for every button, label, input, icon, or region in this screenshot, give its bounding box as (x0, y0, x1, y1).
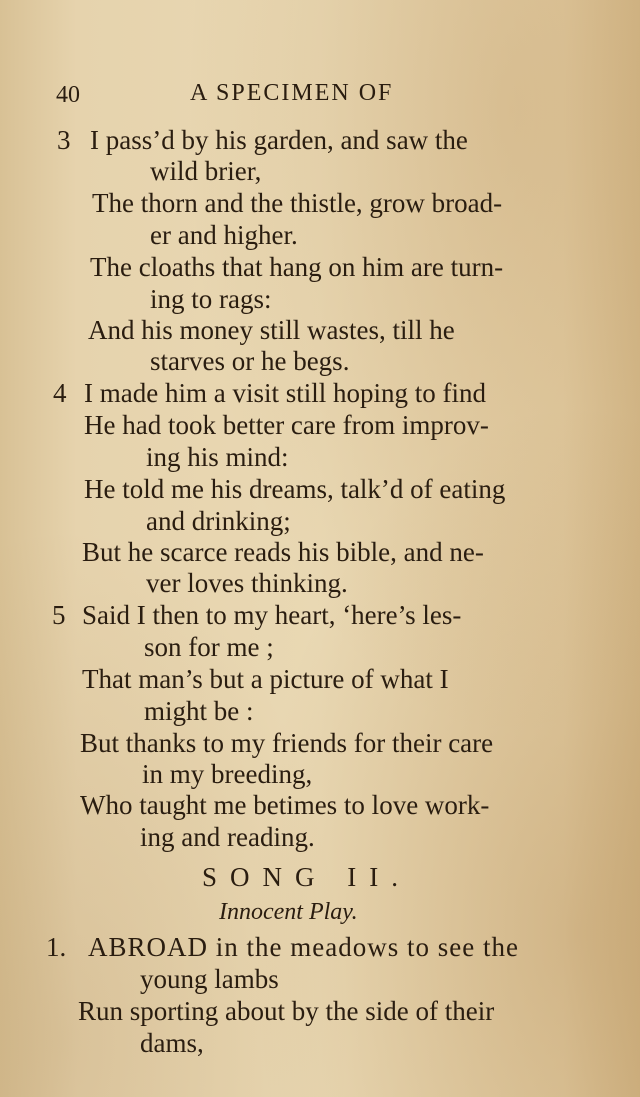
verse-line: And his money still wastes, till he (88, 315, 455, 345)
verse-line: er and higher. (150, 220, 298, 250)
verse-line: But thanks to my friends for their care (80, 728, 494, 758)
verse-line: ver loves thinking. (146, 568, 348, 598)
verse-line: Who taught me betimes to love work- (80, 790, 490, 820)
stanza-number: 5 (52, 600, 66, 630)
verse-line: He had took better care from improv- (84, 410, 489, 440)
verse-line: might be : (144, 696, 254, 726)
verse-line: and drinking; (146, 506, 291, 536)
verse-line: ing and reading. (140, 822, 315, 852)
verse-line: dams, (140, 1028, 204, 1058)
verse-line: Said I then to my heart, ‘here’s les- (82, 600, 462, 630)
song-subtitle: Innocent Play. (219, 899, 358, 925)
verse-line: ABROAD in the meadows to see the (88, 932, 519, 962)
verse-line: I made him a visit still hoping to find (84, 378, 486, 408)
verse-line: The cloaths that hang on him are turn- (90, 252, 504, 282)
verse-line: wild brier, (150, 156, 262, 186)
verse-line: young lambs (140, 964, 279, 994)
song-title: SONG II. (202, 862, 411, 892)
verse-line: in my breeding, (142, 759, 313, 789)
stanza-number: 3 (57, 125, 71, 155)
verse-line: ing to rags: (150, 284, 272, 314)
running-head: A SPECIMEN OF (190, 80, 394, 106)
verse-line: I pass’d by his garden, and saw the (90, 125, 468, 155)
stanza-number: 4 (53, 378, 67, 408)
verse-line: That man’s but a picture of what I (82, 664, 449, 694)
verse-line: ing his mind: (146, 442, 289, 472)
verse-line: But he scarce reads his bible, and ne- (82, 537, 484, 567)
verse-line: Run sporting about by the side of their (78, 996, 495, 1026)
verse-line: The thorn and the thistle, grow broad- (92, 188, 503, 218)
stanza-number: 1. (46, 932, 67, 962)
verse-line: He told me his dreams, talk’d of eating (84, 474, 506, 504)
verse-line: starves or he begs. (150, 346, 350, 376)
page-number: 40 (56, 82, 80, 108)
verse-line: son for me ; (144, 632, 274, 662)
